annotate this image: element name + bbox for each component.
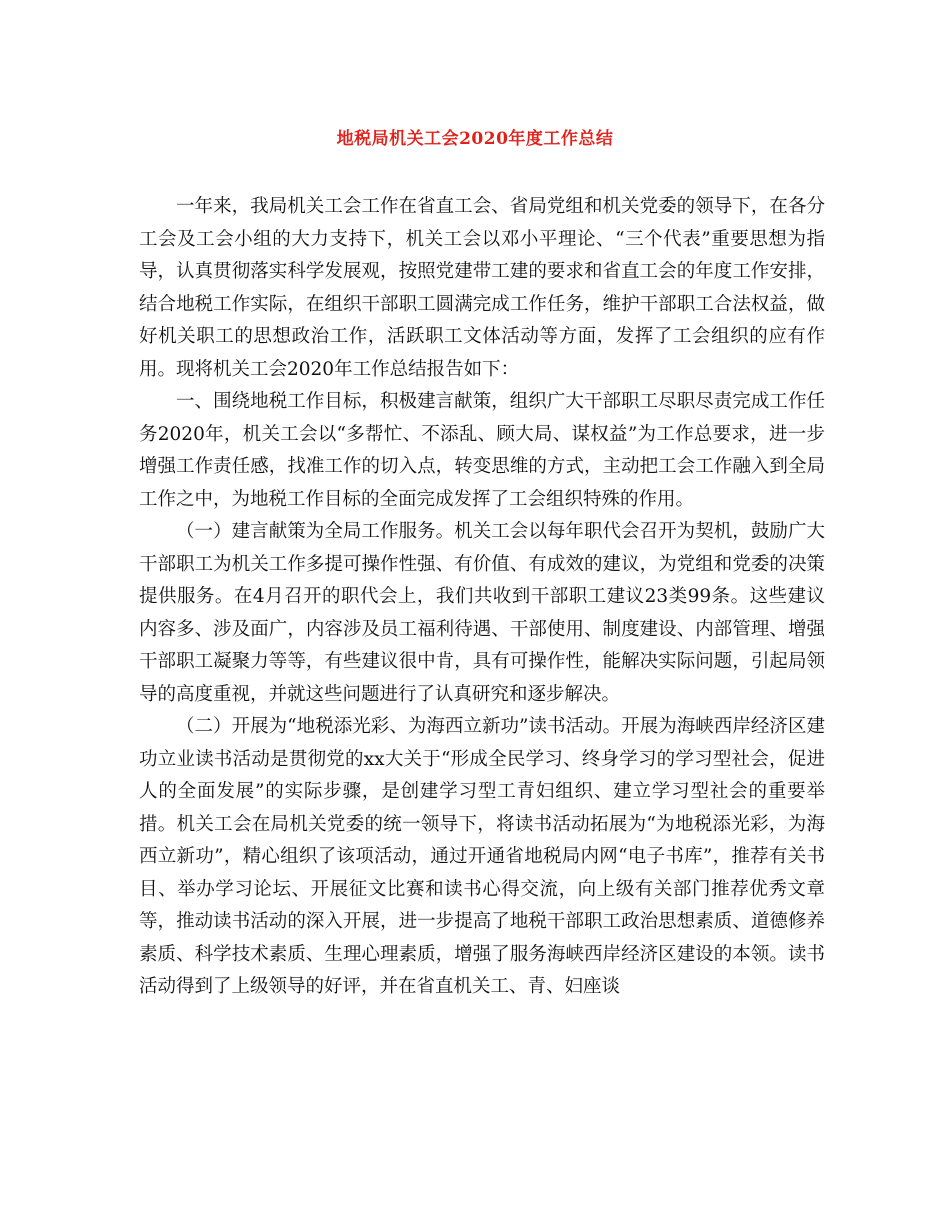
paragraph-subsection-2: （二）开展为“地税添光彩、为海西立新功”读书活动。开展为海峡西岸经济区建功立业读书活动是贯彻党的xx大关于“形成全民学习、终身学习的学习型社会，促进人的全面发展”的实际步骤，是创建学习型工青妇组织、建立学习型社会的重要举措。机关工会在局机关党委的统一领导下，将读书活动拓展为“为地税添光彩，为海西立新功”，精心组织了该项活动，通过开通省地税局内网“电子书库”，推荐有关书目、举办学习论坛、开展征文比赛和读书心得交流，向上级有关部门推荐优秀文章等，推动读书活动的深入开展，进一步提高了地税干部职工政治思想素质、道德修养素质、科学技术素质、生理心理素质，增强了服务海峡西岸经济区建设的本领。读书活动得到了上级领导的好评，并在省直机关工、青、妇座谈 [139,716,825,997]
paragraph-intro: 一年来，我局机关工会工作在省直工会、省局党组和机关党委的领导下，在各分工会及工会小组的大力支持下，机关工会以邓小平理论、“三个代表”重要思想为指导，认真贯彻落实科学发展观，按照党建带工建的要求和省直工会的年度工作安排，结合地税工作实际，在组织干部职工圆满完成工作任务，维护干部职工合法权益，做好机关职工的思想政治工作，活跃职工文体活动等方面，发挥了工会组织的应有作用。现将机关工会2020年工作总结报告如下： [139,196,825,380]
paragraph-subsection-1: （一）建言献策为全局工作服务。机关工会以每年职代会召开为契机，鼓励广大干部职工为机关工作多提可操作性强、有价值、有成效的建议，为党组和党委的决策提供服务。在4月召开的职代会上，我们共收到干部职工建议23类99条。这些建议内容多、涉及面广，内容涉及员工福利待遇、干部使用、制度建设、内部管理、增强干部职工凝聚力等等，有些建议很中肯，具有可操作性，能解决实际问题，引起局领导的高度重视，并就这些问题进行了认真研究和逐步解决。 [139,521,825,705]
paragraph-section-1: 一、围绕地税工作目标，积极建言献策，组织广大干部职工尽职尽责完成工作任务2020年，机关工会以“多帮忙、不添乱、顾大局、谋权益”为工作总要求，进一步增强工作责任感，找准工作的切入点，转变思维的方式，主动把工会工作融入到全局工作之中，为地税工作目标的全面完成发挥了工会组织特殊的作用。 [139,391,825,510]
document-body [139,191,825,1004]
document-title: 地税局机关工会2020年度工作总结 [336,129,614,149]
